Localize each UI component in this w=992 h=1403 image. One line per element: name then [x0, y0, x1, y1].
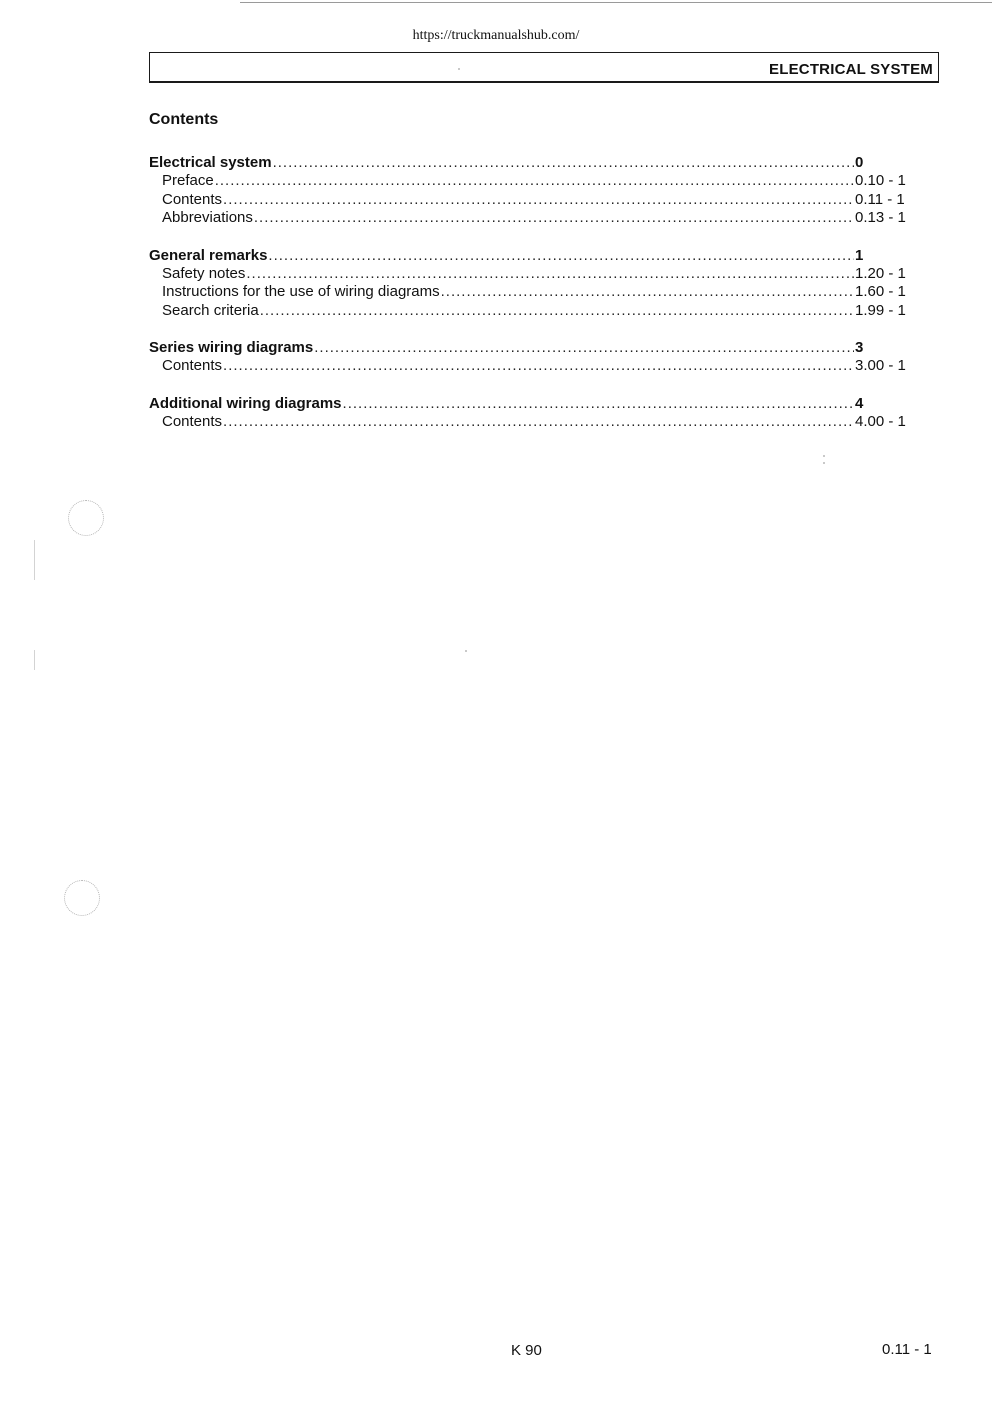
table-of-contents — [149, 153, 911, 449]
dot-leader — [246, 265, 854, 284]
toc-section-heading[interactable] — [149, 246, 911, 265]
footer-model: K 90 — [511, 1342, 542, 1359]
toc-entry-label: Contents — [162, 412, 223, 430]
toc-entry[interactable] — [149, 191, 911, 210]
toc-section-title: Series wiring diagrams — [149, 339, 314, 356]
page-title: Contents — [149, 111, 219, 128]
toc-entry[interactable] — [149, 209, 911, 228]
toc-entry[interactable] — [149, 265, 911, 284]
toc-section-series-wiring-diagrams — [149, 338, 911, 376]
toc-entry[interactable] — [149, 357, 911, 376]
dot-leader — [215, 172, 854, 191]
toc-section-page: 0 — [855, 154, 864, 171]
toc-entry-label: Contents — [162, 357, 223, 374]
toc-section-title: Additional wiring diagrams — [149, 394, 342, 412]
toc-entry-page: 3.00 - 1 — [855, 357, 906, 374]
source-url[interactable]: https://truckmanualshub.com/ — [412, 28, 580, 43]
scan-speck — [465, 650, 467, 652]
dot-leader — [223, 357, 854, 376]
dot-leader — [273, 153, 854, 172]
scan-speck — [823, 462, 825, 464]
toc-entry-page: 0.11 - 1 — [855, 190, 905, 208]
toc-entry-page: 1.60 - 1 — [855, 283, 906, 300]
toc-section-title: Electrical system — [149, 154, 272, 171]
toc-entry-page: 1.99 - 1 — [855, 301, 906, 319]
toc-section-title: General remarks — [149, 246, 268, 264]
toc-entry-page: 4.00 - 1 — [855, 412, 906, 430]
toc-entry-label: Preface — [162, 172, 214, 189]
dot-leader — [268, 246, 854, 265]
dot-leader — [343, 394, 854, 413]
section-header-title: ELECTRICAL SYSTEM — [769, 61, 933, 78]
section-header-box — [149, 52, 939, 83]
toc-section-page: 3 — [855, 339, 864, 356]
toc-section-heading[interactable] — [149, 153, 911, 172]
toc-entry[interactable] — [149, 283, 911, 302]
toc-entry[interactable] — [149, 302, 911, 321]
toc-section-general-remarks — [149, 246, 911, 321]
toc-section-page: 1 — [855, 246, 864, 264]
scan-margin-mark — [34, 540, 35, 580]
scan-speck — [823, 455, 825, 457]
toc-entry-label: Contents — [162, 190, 223, 208]
toc-entry[interactable] — [149, 172, 911, 191]
dot-leader — [260, 302, 854, 321]
scan-margin-mark — [34, 650, 35, 670]
toc-entry-label: Search criteria — [162, 301, 259, 319]
dot-leader — [441, 283, 854, 302]
toc-entry-label: Safety notes — [162, 264, 246, 282]
dot-leader — [223, 413, 854, 432]
toc-entry-page: 0.13 - 1 — [855, 209, 906, 226]
toc-entry[interactable] — [149, 413, 911, 432]
toc-section-heading[interactable] — [149, 338, 911, 357]
punch-hole-mark — [68, 500, 104, 536]
toc-section-page: 4 — [855, 394, 864, 412]
toc-entry-page: 1.20 - 1 — [855, 264, 906, 282]
footer-page-number: 0.11 - 1 — [882, 1341, 932, 1358]
toc-entry-label: Abbreviations — [162, 209, 253, 226]
toc-section-heading[interactable] — [149, 394, 911, 413]
punch-hole-mark — [64, 880, 100, 916]
toc-section-electrical-system — [149, 153, 911, 228]
toc-section-additional-wiring-diagrams — [149, 394, 911, 432]
dot-leader — [254, 209, 854, 228]
top-scan-rule — [240, 2, 992, 3]
dot-leader — [314, 338, 854, 357]
dot-leader — [223, 191, 854, 210]
scan-speck — [458, 68, 460, 70]
toc-entry-page: 0.10 - 1 — [855, 172, 906, 189]
toc-entry-label: Instructions for the use of wiring diagrams — [162, 283, 440, 300]
